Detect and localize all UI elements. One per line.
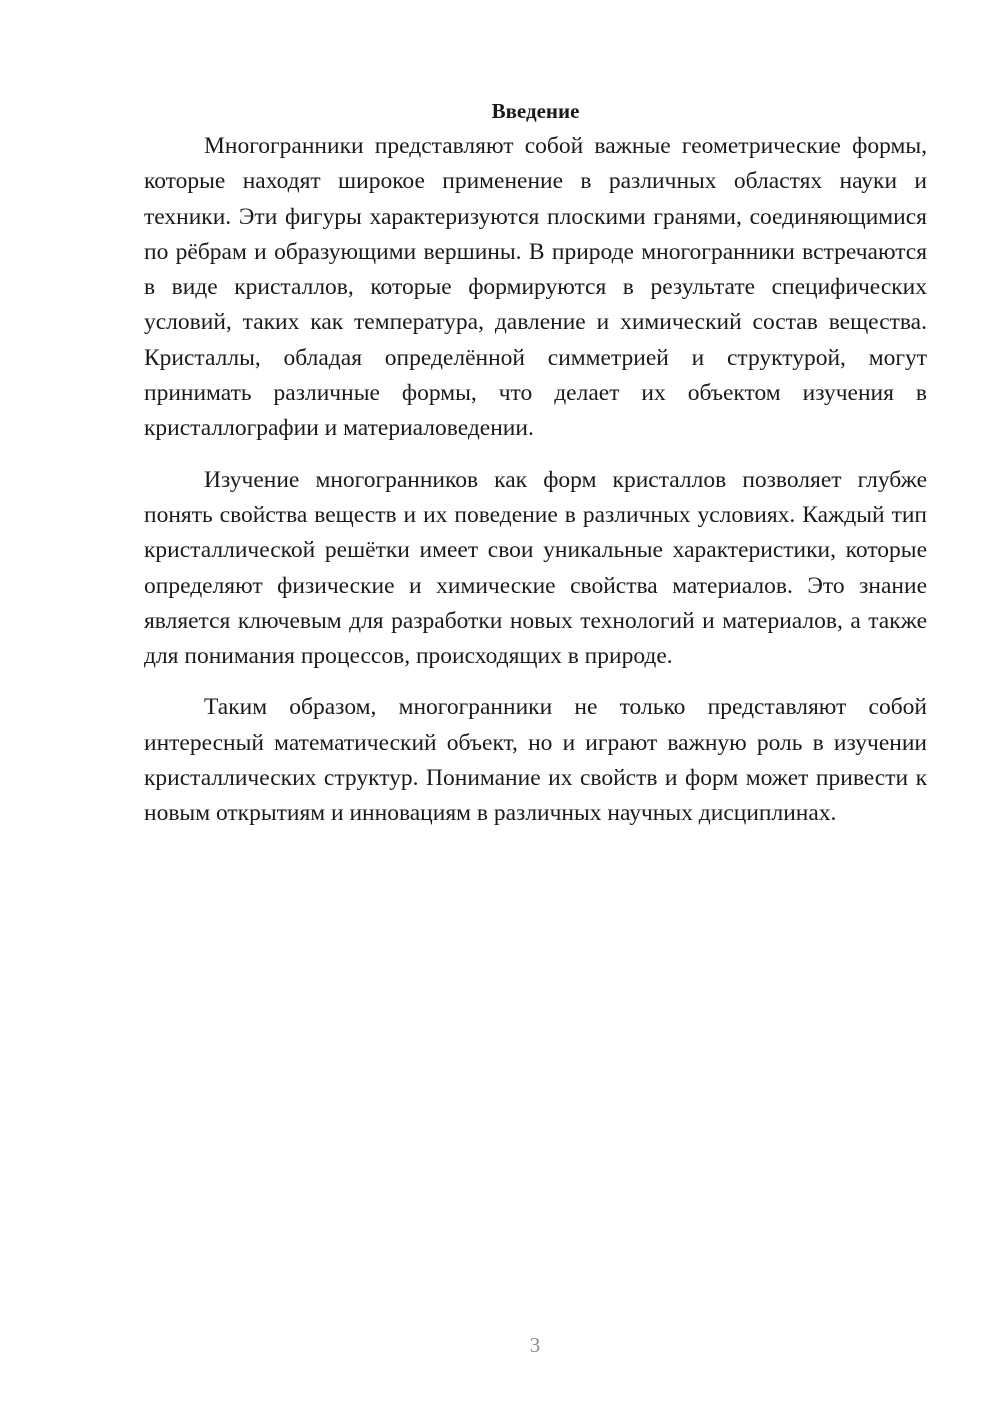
paragraph-2: Изучение многогранников как форм кристаллов позволяет глубже понять свойства веществ и их поведение в различных условиях. Каждый тип кристаллической решётки имеет свои уникальные характеристики, которые определяют физические и химические свойства материалов. Это знание является ключевым для разработки новых технологий и материалов, а также для понимания процессов, происходящих в природе. [144, 466, 927, 670]
page-content [144, 96, 927, 848]
paragraph-3: Таким образом, многогранники не только представляют собой интересный математический объект, но и играют важную роль в изучении кристаллических структур. Понимание их свойств и форм может привести к новым открытиям и инновациям в различных научных дисциплинах. [144, 694, 927, 827]
page-number: 3 [529, 1333, 541, 1357]
section-title: Введение [491, 99, 580, 123]
paragraph-1: Многогранники представляют собой важные геометрические формы, которые находят широкое применение в различных областях науки и техники. Эти фигуры характеризуются плоскими гранями, соединяющимися по рёбрам и образующими вершины. В природе многогранники встречаются в виде кристаллов, которые формируются в результате специфических условий, таких как температура, давление и химический состав вещества. Кристаллы, обладая определённой симметрией и структурой, могут принимать различные формы, что делает их объектом изучения в кристаллографии и материаловедении. [144, 133, 927, 442]
